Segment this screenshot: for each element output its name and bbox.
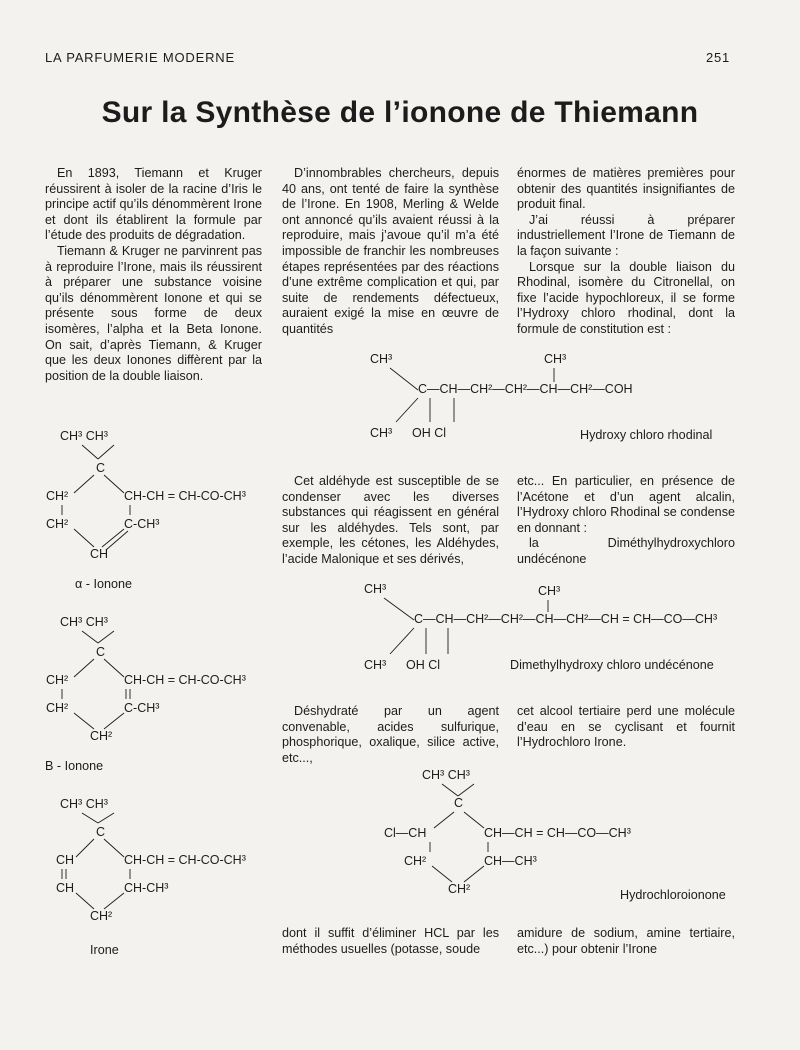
paragraph: J’ai réussi à préparer industriellement l’Irone de Tiemann de la façon suivante : xyxy=(517,212,735,258)
irone-formula xyxy=(40,793,280,963)
formula-text: C—CH—CH²—CH²—CH—CH²—CH = CH—CO—CH³ xyxy=(414,612,718,626)
formula-text: CH² xyxy=(46,517,69,531)
formula-label: B - Ionone xyxy=(45,759,104,773)
formula-text: CH-CH³ xyxy=(124,881,169,895)
formula-text: CH³ CH³ xyxy=(60,797,108,811)
formula-text: C—CH—CH²—CH²—CH—CH²—COH xyxy=(418,382,633,396)
formula-text: CH-CH = CH-CO-CH³ xyxy=(124,673,246,687)
formula-text: CH³ CH³ xyxy=(422,768,470,782)
rhodinal-formula xyxy=(360,350,740,445)
paragraph: Déshydraté par un agent convenable, acides sulfurique, phosphorique, oxalique, silice active, etc..., xyxy=(282,704,499,765)
formula-label: Irone xyxy=(90,943,119,957)
formula-text: CH² xyxy=(404,854,427,868)
formula-text: CH² xyxy=(90,729,113,743)
paragraph: Lorsque sur la double liaison du Rhodinal, isomère du Citronellal, on fixe l’acide hypochloreux, il se forme l’Hydroxy chloro rhodinal, dont la formule de constitution est : xyxy=(517,259,735,336)
formula-text: C xyxy=(96,645,106,659)
paragraph: Cet aldéhyde est susceptible de se condenser avec les diverses substances qui réagissent en général sur les aldéhydes. Tels sont, par exemple, les cétones, les Aldéhydes, l’acide Malonique et ses dérivés, xyxy=(282,474,499,566)
article-title: Sur la Synthèse de l’ionone de Thiemann xyxy=(101,96,699,129)
mid-right-text xyxy=(517,474,735,568)
formula-text: CH³ xyxy=(538,584,561,598)
formula-text: CH—CH³ xyxy=(484,854,537,868)
paragraph: Tiemann & Kruger ne parvinrent pas à reproduire l’Irone, mais ils réussirent à préparer une substance voisine qu’ils dénommèrent Ionone et qui se présente sous forme de deux isomères, l’alpha et la Beta Ionone. On sait, d’après Tiemann, & Kruger que les deux Ionones diffèrent par la position de la double liaison. xyxy=(45,243,262,383)
mid-left-text xyxy=(282,474,499,568)
page-number: 251 xyxy=(706,50,731,65)
beta-ionone-formula xyxy=(40,611,280,781)
formula-text: CH xyxy=(56,853,75,867)
formula-text: CH³ CH³ xyxy=(60,429,108,443)
hydrochloroionone-formula xyxy=(370,766,750,906)
paragraph: etc... En particulier, en présence de l’Acétone et d’un agent alcalin, l’Hydroxy chloro Rhodinal se condense en donnant : xyxy=(517,474,735,535)
formula-text: C xyxy=(454,796,464,810)
undecenone-formula xyxy=(360,580,760,675)
irone-bonds xyxy=(40,793,280,933)
paragraph: dont il suffit d’éliminer HCL par les méthodes usuelles (potasse, soude xyxy=(282,926,499,956)
lower-left-text xyxy=(282,704,499,766)
rhodinal-bonds xyxy=(360,350,620,430)
beta-bonds xyxy=(40,611,280,751)
column-3 xyxy=(517,166,735,338)
paragraph: En 1893, Tiemann et Kruger réussirent à isoler de la racine d’Iris le principe actif qu’ils dénommèrent Irone et dont ils établirent la formule par l’étude des produits de dégradation. xyxy=(45,166,262,243)
formula-text: OH Cl xyxy=(412,426,447,440)
formula-text: OH Cl xyxy=(406,658,441,672)
bottom-right-text xyxy=(517,926,735,957)
paragraph: énormes de matières premières pour obtenir des quantités insignifiantes de produit final. xyxy=(517,166,735,212)
formula-text: C xyxy=(96,461,106,475)
paragraph: amidure de sodium, amine tertiaire, etc...) pour obtenir l’Irone xyxy=(517,926,735,956)
formula-label: Hydrochloroionone xyxy=(620,888,726,902)
left-formulas xyxy=(40,425,280,985)
formula-text: CH-CH = CH-CO-CH³ xyxy=(124,489,246,503)
formula-label: Dimethylhydroxy chloro undécénone xyxy=(510,658,714,672)
formula-text: CH² xyxy=(448,882,471,896)
alpha-bonds xyxy=(40,425,280,565)
column-1 xyxy=(45,166,262,384)
journal-name: LA PARFUMERIE MODERNE xyxy=(45,50,235,65)
hydrochloro-bonds xyxy=(370,766,620,906)
formula-text: CH³ xyxy=(370,352,393,366)
lower-right-text xyxy=(517,704,735,751)
bottom-left-text xyxy=(282,926,499,957)
formula-label: Hydroxy chloro rhodinal xyxy=(580,428,713,442)
formula-text: CH-CH = CH-CO-CH³ xyxy=(124,853,246,867)
formula-text: CH² xyxy=(46,489,69,503)
undecenone-bonds xyxy=(360,580,620,660)
formula-text: CH xyxy=(90,547,109,561)
formula-text: CH³ xyxy=(370,426,393,440)
paragraph: cet alcool tertiaire perd une molécule d’eau en se cyclisant et fournit l’Hydrochloro Irone. xyxy=(517,704,735,750)
formula-text: CH³ xyxy=(544,352,567,366)
paragraph: D’innombrables chercheurs, depuis 40 ans, ont tenté de faire la synthèse de l’Irone. En 1908, Merling & Welde ont annoncé qu’ils avaient réussi à la reproduire, mais j’avoue qu’il m’a été impossible de franchir les nombreuses étapes représentées par des réactions d’une extrême complication et qui, par suite de rendements défectueux, auraient exigé la mise en œuvre de quantités xyxy=(282,166,499,336)
formula-text: CH² xyxy=(90,909,113,923)
formula-text: CH—CH = CH—CO—CH³ xyxy=(484,826,631,840)
formula-text: Cl—CH xyxy=(384,826,427,840)
formula-text: CH xyxy=(56,881,75,895)
formula-text: C xyxy=(96,825,106,839)
paragraph: la Diméthylhydroxychloro undécénone xyxy=(517,536,735,566)
formula-text: CH² xyxy=(46,673,69,687)
formula-text: C-CH³ xyxy=(124,517,160,531)
formula-text: CH³ CH³ xyxy=(60,615,108,629)
formula-label: α - Ionone xyxy=(75,577,132,591)
formula-text: CH² xyxy=(46,701,69,715)
formula-text: CH³ xyxy=(364,658,387,672)
formula-text: CH³ xyxy=(364,582,387,596)
column-2 xyxy=(282,166,499,338)
formula-text: C-CH³ xyxy=(124,701,160,715)
